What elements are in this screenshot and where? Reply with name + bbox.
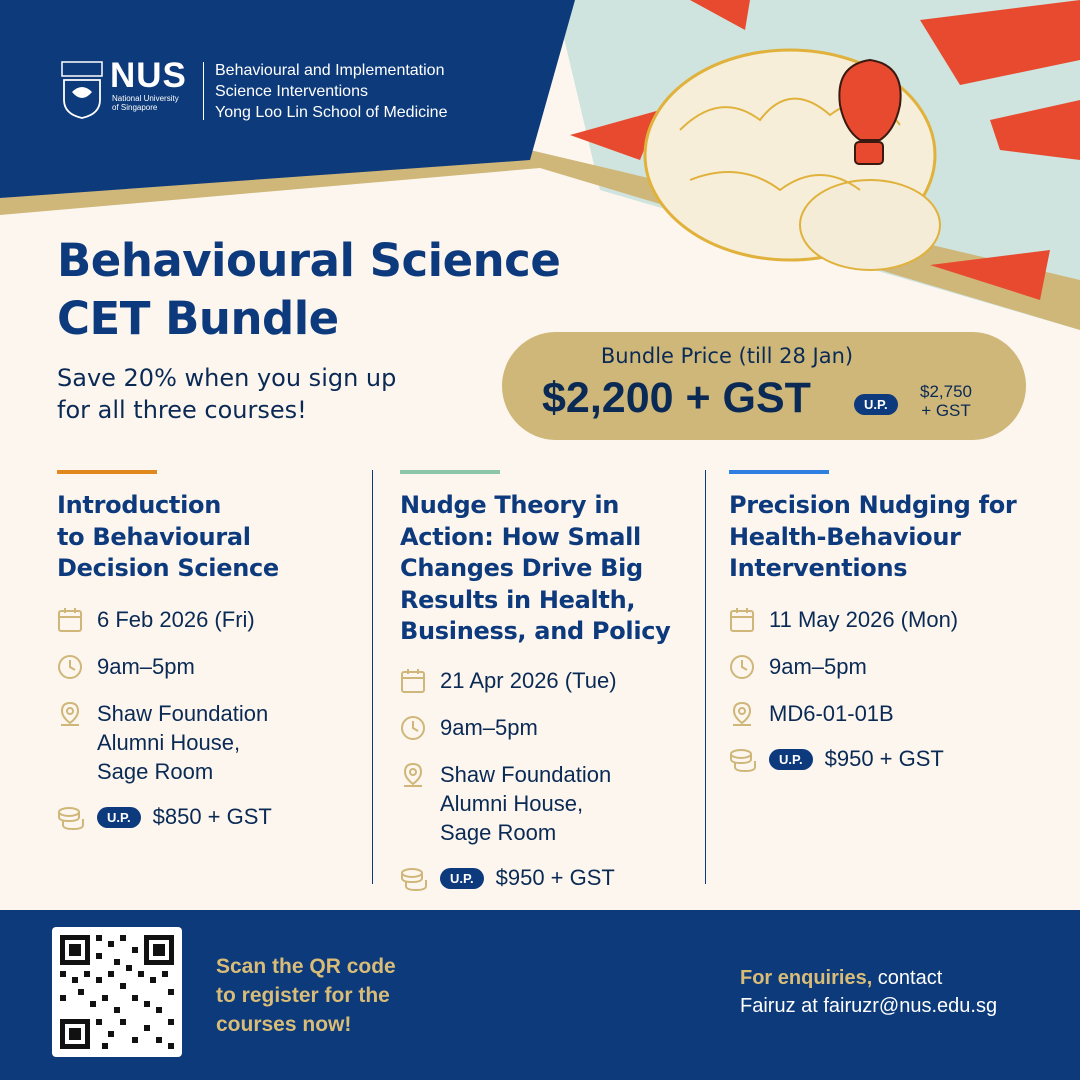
price-text: $850 + GST [152, 803, 272, 829]
course-card-1 [57, 470, 357, 831]
course-price [57, 802, 357, 831]
dept-line: Yong Loo Lin School of Medicine [215, 104, 448, 121]
logo-wordmark: NUS [110, 56, 187, 95]
price-text: $950 + GST [495, 864, 615, 890]
enquiry-email[interactable]: Fairuz at fairuzr@nus.edu.sg [740, 995, 998, 1017]
up-badge: U.P. [440, 868, 484, 889]
title-line: CET Bundle [57, 292, 339, 345]
course-venue [57, 699, 357, 786]
course-price [729, 744, 1049, 773]
enquiry-contact [740, 964, 997, 1020]
course-title-line: Decision Science [57, 554, 279, 582]
course-title-line: Precision Nudging for [729, 491, 1017, 519]
time-text: 9am–5pm [440, 714, 538, 740]
course-card-3 [729, 470, 1049, 773]
logo-sub-line: National University [112, 94, 179, 103]
location-pin-icon [57, 701, 83, 734]
course-title-line: Action: How Small [400, 522, 641, 551]
clock-icon [400, 715, 426, 748]
bundle-label: Bundle Price (till 28 Jan) [600, 344, 854, 368]
course-date [400, 666, 700, 695]
coins-icon [400, 865, 428, 898]
accent-bar [400, 470, 500, 474]
qr-code[interactable] [52, 927, 182, 1057]
column-divider [372, 470, 373, 884]
course-date [729, 605, 1049, 634]
scan-line: Scan the QR code [216, 955, 396, 978]
course-title-line: Nudge Theory in [400, 491, 620, 519]
dept-line: Science Interventions [215, 83, 368, 100]
up-badge-label: U.P. [854, 394, 898, 415]
accent-bar [729, 470, 829, 474]
dept-line: Behavioural and Implementation [215, 62, 445, 79]
clock-icon [57, 654, 83, 687]
logo-subtitle [112, 94, 179, 112]
nus-crest-icon [60, 60, 104, 124]
enquiry-text: contact [872, 967, 943, 989]
scan-line: to register for the [216, 984, 390, 1007]
up-badge [854, 394, 898, 415]
course-time [400, 713, 700, 742]
course-title-line: Business, and Policy [400, 617, 671, 645]
page-title [57, 232, 560, 348]
venue-line: Sage Room [440, 819, 557, 845]
venue-line: Shaw Foundation [440, 761, 612, 787]
course-price [400, 863, 700, 892]
course-venue [729, 699, 1049, 728]
course-title-line: Health-Behaviour [729, 522, 961, 551]
orig-line: $2,750 [920, 382, 972, 401]
date-text: 6 Feb 2026 (Fri) [97, 606, 255, 632]
bundle-price: $2,200 + GST [542, 374, 811, 422]
course-title-line: to Behavioural [57, 522, 251, 551]
orig-line: + GST [921, 401, 971, 420]
venue-line: Alumni House, [97, 729, 241, 755]
column-divider [705, 470, 706, 884]
course-card-2 [400, 470, 700, 892]
bundle-price-pill [502, 332, 1026, 440]
header-divider [203, 62, 204, 120]
coins-icon [57, 804, 85, 837]
up-badge: U.P. [97, 807, 141, 828]
page-subtitle [57, 362, 396, 426]
enquiry-label: For enquiries, [740, 967, 873, 989]
subtitle-line: Save 20% when you sign up [57, 364, 397, 392]
venue-line: MD6-01-01B [769, 700, 894, 726]
course-time [57, 652, 357, 681]
venue-line: Alumni House, [440, 790, 584, 816]
course-title [57, 490, 357, 585]
location-pin-icon [400, 762, 426, 795]
date-text: 21 Apr 2026 (Tue) [440, 667, 617, 693]
qr-code-icon [52, 927, 182, 1057]
course-title [729, 490, 1049, 585]
time-text: 9am–5pm [769, 653, 867, 679]
subtitle-line: for all three courses! [57, 396, 307, 424]
scan-line: courses now! [216, 1013, 352, 1036]
course-time [729, 652, 1049, 681]
date-text: 11 May 2026 (Mon) [769, 606, 959, 632]
course-title-line: Changes Drive Big [400, 554, 643, 582]
calendar-icon [729, 607, 755, 640]
scan-instructions [216, 952, 396, 1039]
course-title-line: Results in Health, [400, 585, 636, 614]
course-venue [400, 760, 700, 847]
department-name [215, 60, 447, 123]
accent-bar [57, 470, 157, 474]
course-title-line: Introduction [57, 491, 221, 519]
course-title-line: Interventions [729, 554, 908, 582]
location-pin-icon [729, 701, 755, 734]
time-text: 9am–5pm [97, 653, 195, 679]
clock-icon [729, 654, 755, 687]
price-text: $950 + GST [824, 745, 944, 771]
title-line: Behavioural Science [57, 234, 561, 287]
coins-icon [729, 746, 757, 779]
calendar-icon [57, 607, 83, 640]
venue-line: Sage Room [97, 758, 214, 784]
logo-sub-line: of Singapore [112, 103, 158, 112]
calendar-icon [400, 668, 426, 701]
course-date [57, 605, 357, 634]
venue-line: Shaw Foundation [97, 700, 269, 726]
up-badge: U.P. [769, 749, 813, 770]
course-title [400, 490, 700, 648]
bundle-original-price [906, 382, 986, 420]
